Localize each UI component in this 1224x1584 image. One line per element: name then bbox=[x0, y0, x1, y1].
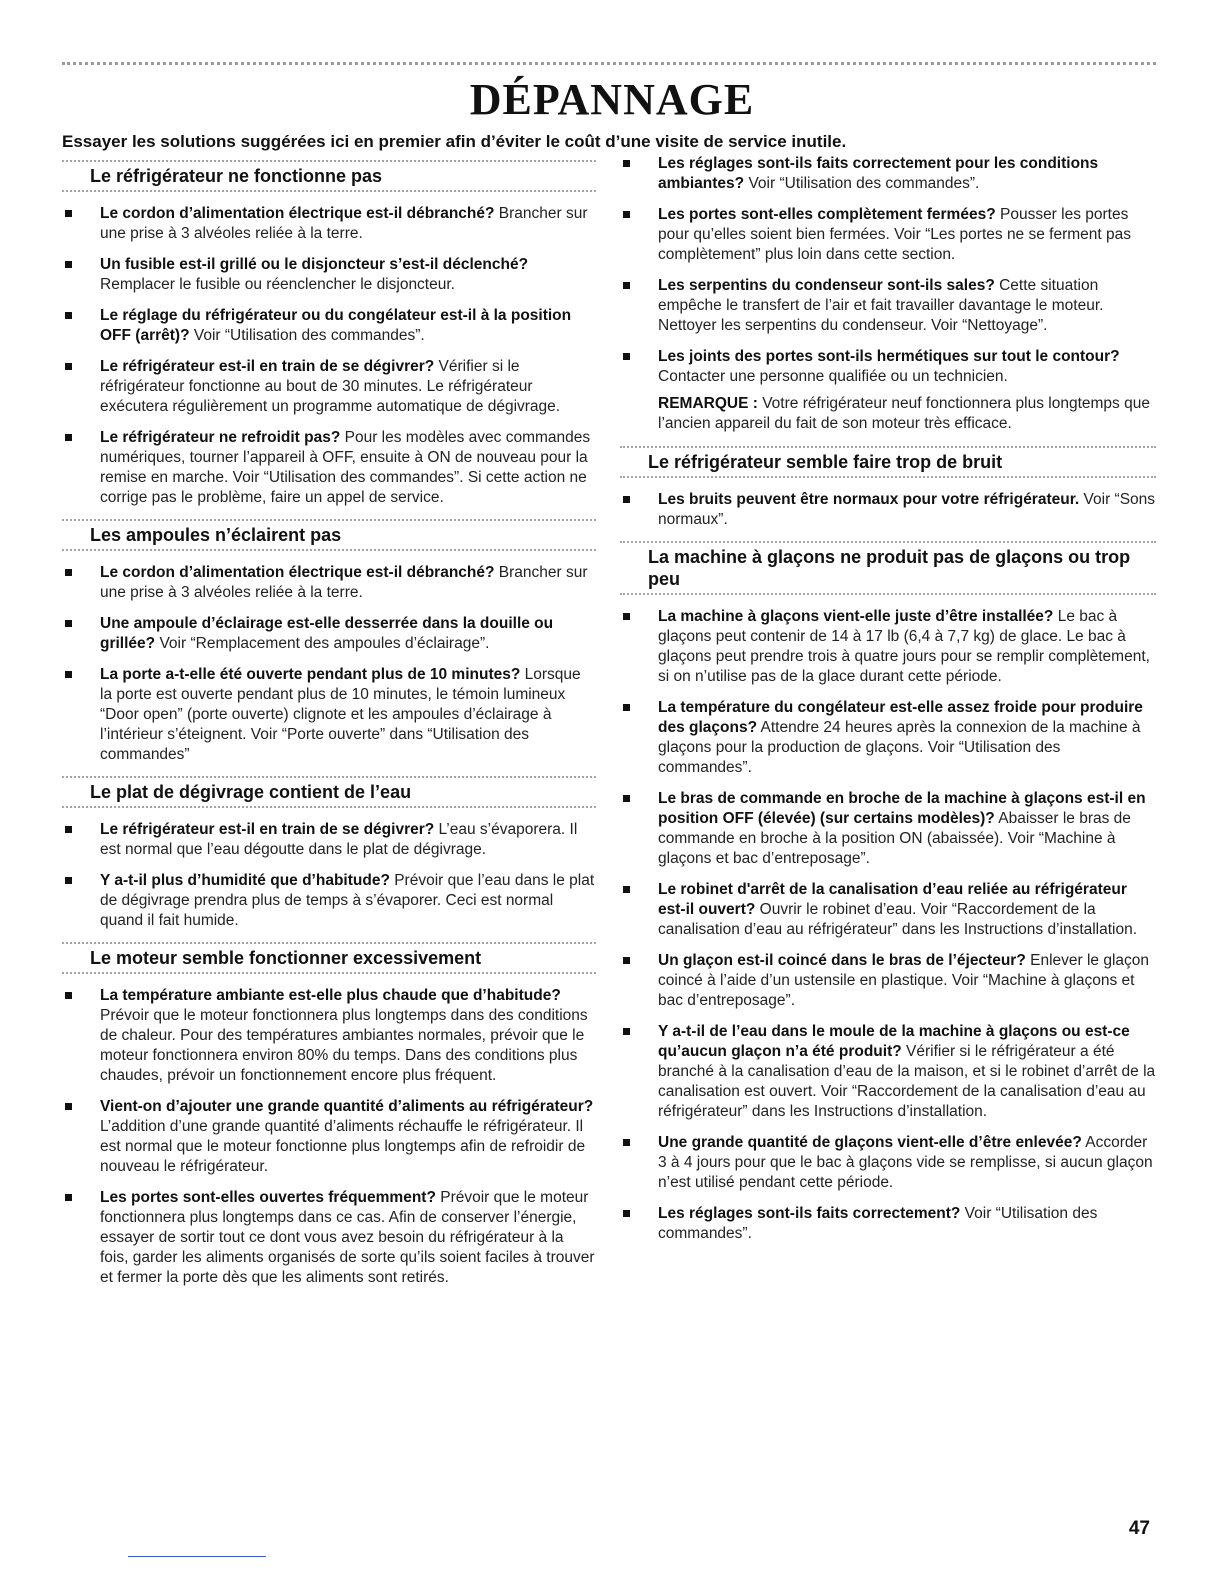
list-item: Une ampoule d’éclairage est-elle desserrée dans la douille ou grillée? Voir “Remplacement des ampoules d’éclairage”. bbox=[62, 614, 596, 654]
list-item: La température ambiante est-elle plus chaude que d’habitude? Prévoir que le moteur fonctionnera plus longtemps dans des conditions de chaleur. Pour des températures ambiantes normales, prévoir que le moteur fonctionnera environ 80% du temps. Dans des conditions plus chaudes, prévoir un fonctionnement encore plus fréquent. bbox=[62, 986, 596, 1086]
intro-text: Essayer les solutions suggérées ici en premier afin d’éviter le coût d’une visite de service inutile. bbox=[62, 132, 847, 151]
list-item: La température du congélateur est-elle assez froide pour produire des glaçons? Attendre 24 heures après la connexion de la machine à glaçons pour la production de glaçons. Voir “Utilisation des commandes”. bbox=[620, 698, 1156, 778]
list-item: Le réglage du réfrigérateur ou du congélateur est-il à la position OFF (arrêt)? Voir “Utilisation des commandes”. bbox=[62, 306, 596, 346]
page-number: 47 bbox=[1128, 1518, 1150, 1539]
list-item: Y a-t-il plus d’humidité que d’habitude? Prévoir que l’eau dans le plat de dégivrage prendra plus de temps à s’évaporer. Ceci est normal quand il fait humide. bbox=[62, 871, 596, 931]
list-item: Le réfrigérateur est-il en train de se dégivrer? Vérifier si le réfrigérateur fonctionne au bout de 30 minutes. Le réfrigérateur exécutera régulièrement un programme automatique de dégivrage. bbox=[62, 357, 596, 417]
list-item: Le cordon d’alimentation électrique est-il débranché? Brancher sur une prise à 3 alvéoles reliée à la terre. bbox=[62, 563, 596, 603]
list-item: Une grande quantité de glaçons vient-elle d’être enlevée? Accorder 3 à 4 jours pour que le bac à glaçons vide se remplisse, si aucun glaçon n’est utilisé pendant cette période. bbox=[620, 1133, 1156, 1193]
list-item: Vient-on d’ajouter une grande quantité d’aliments au réfrigérateur? L’addition d’une grande quantité d’aliments réchauffe le réfrigérateur. Il est normal que le moteur fonctionne plus longtemps afin de refroidir de nouveau le réfrigérateur. bbox=[62, 1097, 596, 1177]
section-heading bbox=[62, 519, 596, 551]
troubleshoot-list bbox=[620, 154, 1156, 387]
list-item: Le réfrigérateur ne refroidit pas? Pour les modèles avec commandes numériques, tourner l’appareil à OFF, ensuite à ON de nouveau pour la remise en marche. Voir “Utilisation des commandes”. Si cette action ne corrige pas le problème, faire un appel de service. bbox=[62, 428, 596, 508]
list-item: Les bruits peuvent être normaux pour votre réfrigérateur. Voir “Sons normaux”. bbox=[620, 490, 1156, 530]
remark-note: REMARQUE : Votre réfrigérateur neuf fonctionnera plus longtemps que l’ancien appareil du fait de son moteur très efficace. bbox=[658, 395, 1150, 432]
troubleshoot-list bbox=[62, 563, 596, 765]
section-title: La machine à glaçons ne produit pas de glaçons ou trop peu bbox=[648, 547, 1131, 589]
section-title: Le plat de dégivrage contient de l’eau bbox=[90, 782, 412, 802]
footer-divider bbox=[128, 1556, 266, 1557]
list-item: Le bras de commande en broche de la machine à glaçons est-il en position OFF (élevée) (sur certains modèles)? Abaisser le bras de commande en broche à la position ON (abaissée). Voir “Machine à glaçons et bac d’entreposage”. bbox=[620, 789, 1156, 869]
list-item: Les serpentins du condenseur sont-ils sales? Cette situation empêche le transfert de l’air et fait travailler davantage le moteur. Nettoyer les serpentins du condenseur. Voir “Nettoyage”. bbox=[620, 276, 1156, 336]
section-heading bbox=[62, 942, 596, 974]
list-item: Le cordon d’alimentation électrique est-il débranché? Brancher sur une prise à 3 alvéoles reliée à la terre. bbox=[62, 204, 596, 244]
troubleshoot-list bbox=[62, 204, 596, 508]
troubleshoot-list bbox=[62, 986, 596, 1288]
troubleshoot-list bbox=[62, 820, 596, 931]
left-column bbox=[62, 150, 596, 1299]
list-item: Les réglages sont-ils faits correctement pour les conditions ambiantes? Voir “Utilisation des commandes”. bbox=[620, 154, 1156, 194]
section-title: Le moteur semble fonctionner excessivement bbox=[90, 948, 482, 968]
section-title: Le réfrigérateur semble faire trop de bruit bbox=[648, 452, 1003, 472]
list-item: Le réfrigérateur est-il en train de se dégivrer? L’eau s’évaporera. Il est normal que l’eau dégoutte dans le plat de dégivrage. bbox=[62, 820, 596, 860]
section-title: Les ampoules n’éclairent pas bbox=[90, 525, 342, 545]
list-item: La porte a-t-elle été ouverte pendant plus de 10 minutes? Lorsque la porte est ouverte pendant plus de 10 minutes, le témoin lumineux “Door open” (porte ouverte) clignote et les ampoules d’éclairage à l’intérieur s’éteignent. Voir “Porte ouverte” dans “Utilisation des commandes” bbox=[62, 665, 596, 765]
section-heading bbox=[620, 446, 1156, 478]
list-item: Les joints des portes sont-ils hermétiques sur tout le contour? Contacter une personne qualifiée ou un technicien. bbox=[620, 347, 1156, 387]
section-heading bbox=[62, 160, 596, 192]
page-title: DÉPANNAGE bbox=[469, 75, 755, 124]
list-item: Le robinet d'arrêt de la canalisation d’eau reliée au réfrigérateur est-il ouvert? Ouvrir le robinet d’eau. Voir “Raccordement de la canalisation d’eau au réfrigérateur” dans les Instructions d’installation. bbox=[620, 880, 1156, 940]
list-item: Un glaçon est-il coincé dans le bras de l’éjecteur? Enlever le glaçon coincé à l’aide d’un ustensile en plastique. Voir “Machine à glaçons et bac d’entreposage”. bbox=[620, 951, 1156, 1011]
list-item: La machine à glaçons vient-elle juste d’être installée? Le bac à glaçons peut contenir de 14 à 17 lb (6,4 à 7,7 kg) de glace. Le bac à glaçons peut prendre trois à quatre jours pour se remplir complètement, si on n’utilise pas de la glace durant cette période. bbox=[620, 607, 1156, 687]
right-column bbox=[620, 154, 1156, 1255]
list-item: Les portes sont-elles ouvertes fréquemment? Prévoir que le moteur fonctionnera plus longtemps dans ce cas. Afin de conserver l’énergie, essayer de sortir tout ce dont vous avez besoin du réfrigérateur à la fois, garder les aliments organisés de sorte qu’ils soient faciles à trouver et fermer la porte dès que les aliments sont retirés. bbox=[62, 1188, 596, 1288]
list-item: Un fusible est-il grillé ou le disjoncteur s’est-il déclenché? Remplacer le fusible ou réenclencher le disjoncteur. bbox=[62, 255, 596, 295]
top-divider bbox=[62, 62, 1156, 65]
section-title: Le réfrigérateur ne fonctionne pas bbox=[90, 166, 383, 186]
list-item: Y a-t-il de l’eau dans le moule de la machine à glaçons ou est-ce qu’aucun glaçon n’a été produit? Vérifier si le réfrigérateur a été branché à la canalisation d’eau de la maison, et si le robinet d’arrêt de la canalisation est ouvert. Voir “Raccordement de la canalisation d’eau au réfrigérateur” dans les Instructions d’installation. bbox=[620, 1022, 1156, 1122]
list-item: Les réglages sont-ils faits correctement? Voir “Utilisation des commandes”. bbox=[620, 1204, 1156, 1244]
troubleshoot-list bbox=[620, 607, 1156, 1244]
section-heading bbox=[62, 776, 596, 808]
troubleshoot-list bbox=[620, 490, 1156, 530]
list-item: Les portes sont-elles complètement fermées? Pousser les portes pour qu’elles soient bien fermées. Voir “Les portes ne se ferment pas complètement” plus loin dans cette section. bbox=[620, 205, 1156, 265]
section-heading bbox=[620, 541, 1156, 595]
